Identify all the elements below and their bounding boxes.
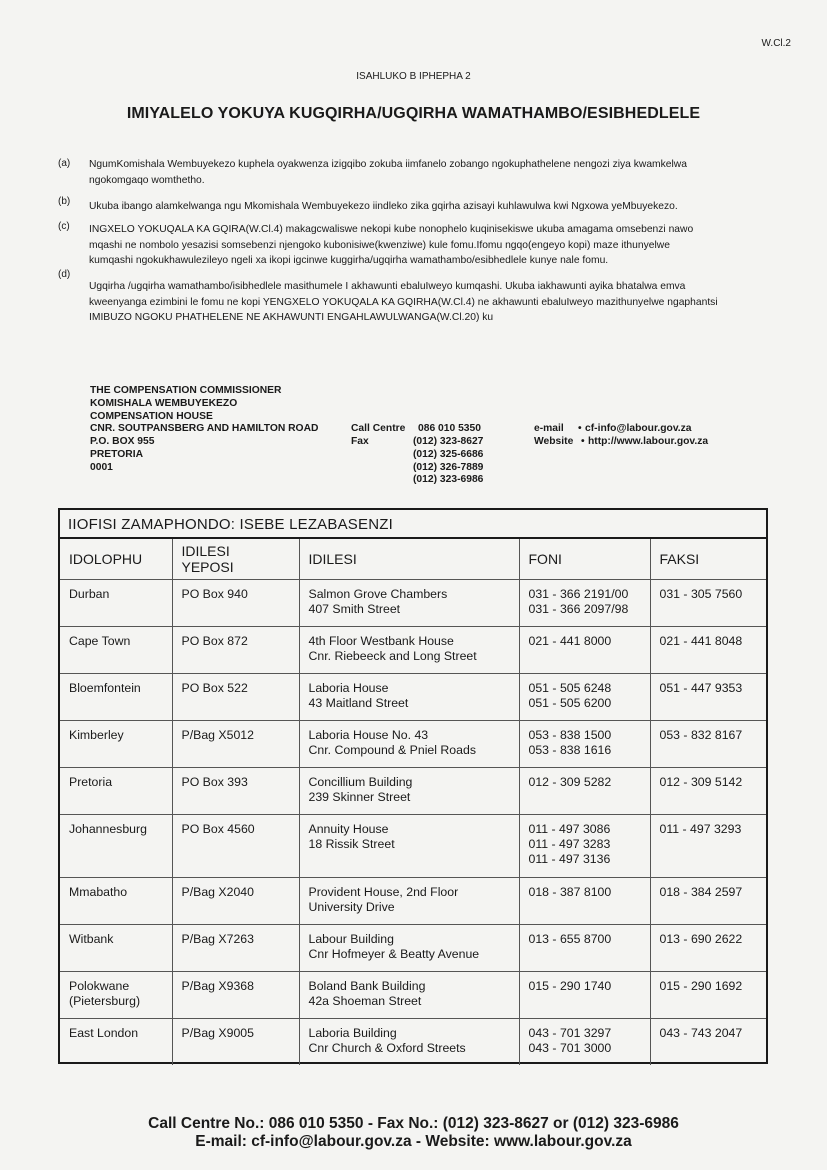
column-header-address: IDILESI bbox=[299, 538, 519, 580]
note-b-text: Ukuba ibango alamkelwanga ngu Mkomishala Wembuyekezo iindleko zika gqirha azisayi kuhlawulwa kwi Ngxowa yeMbuyekezo. bbox=[89, 201, 678, 212]
postal-cell: P/Bag X9005 bbox=[172, 1019, 299, 1066]
form-code: W.Cl.2 bbox=[761, 38, 791, 49]
address-cell: Labour Building Cnr Hofmeyer & Beatty Avenue bbox=[299, 925, 519, 972]
column-header-town: IDOLOPHU bbox=[60, 538, 172, 580]
phone-cell: 018 - 387 8100 bbox=[519, 878, 650, 925]
bullet-icon: • bbox=[581, 436, 585, 447]
table-row bbox=[60, 674, 766, 721]
fax-numbers: (012) 323-8627 (012) 325-6686 (012) 326-7889 (012) 323-6986 bbox=[413, 436, 484, 486]
table-row bbox=[60, 878, 766, 925]
website-link[interactable]: http://www.labour.gov.za bbox=[588, 436, 709, 447]
address-cell: Concillium Building 239 Skinner Street bbox=[299, 768, 519, 815]
call-centre-number: 086 010 5350 bbox=[418, 423, 481, 434]
phone-cell: 031 - 366 2191/00 031 - 366 2097/98 bbox=[519, 580, 650, 627]
town-cell: Bloemfontein bbox=[60, 674, 172, 721]
postal-cell: PO Box 872 bbox=[172, 627, 299, 674]
call-centre-label: Call Centre bbox=[351, 423, 406, 434]
postal-cell: P/Bag X2040 bbox=[172, 878, 299, 925]
note-d-letter: (d) bbox=[58, 269, 71, 280]
address-cell: Laboria Building Cnr Church & Oxford Streets bbox=[299, 1019, 519, 1066]
postal-cell: PO Box 4560 bbox=[172, 815, 299, 878]
fax-cell: 013 - 690 2622 bbox=[650, 925, 766, 972]
postal-cell: PO Box 940 bbox=[172, 580, 299, 627]
table-row bbox=[60, 1019, 766, 1066]
fax-cell: 011 - 497 3293 bbox=[650, 815, 766, 878]
table-row bbox=[60, 925, 766, 972]
fax-cell: 051 - 447 9353 bbox=[650, 674, 766, 721]
phone-cell: 012 - 309 5282 bbox=[519, 768, 650, 815]
address-cell: Provident House, 2nd Floor University Drive bbox=[299, 878, 519, 925]
phone-cell: 011 - 497 3086 011 - 497 3283 011 - 497 3136 bbox=[519, 815, 650, 878]
table-row bbox=[60, 972, 766, 1019]
fax-cell: 021 - 441 8048 bbox=[650, 627, 766, 674]
email-link[interactable]: cf-info@labour.gov.za bbox=[585, 423, 692, 434]
postal-cell: PO Box 393 bbox=[172, 768, 299, 815]
footer-contact bbox=[0, 1115, 827, 1151]
footer-line-web: E-mail: cf-info@labour.gov.za - Website: www.labour.gov.za bbox=[195, 1133, 632, 1150]
table-row bbox=[60, 627, 766, 674]
note-a-text: NgumKomishala Wembuyekezo kuphela oyakwenza izigqibo zokuba iimfanelo zobango ngokuphathelene nengozi ziya kwamkelwa ngokomgaqo womthetho. bbox=[89, 159, 687, 186]
fax-cell: 015 - 290 1692 bbox=[650, 972, 766, 1019]
town-cell: Polokwane (Pietersburg) bbox=[60, 972, 172, 1019]
town-cell: Johannesburg bbox=[60, 815, 172, 878]
phone-cell: 015 - 290 1740 bbox=[519, 972, 650, 1019]
page-title: IMIYALELO YOKUYA KUGQIRHA/UGQIRHA WAMATHAMBO/ESIBHEDLELE bbox=[126, 105, 701, 122]
fax-label: Fax bbox=[351, 435, 369, 447]
table-row bbox=[60, 768, 766, 815]
town-cell: Durban bbox=[60, 580, 172, 627]
town-cell: Pretoria bbox=[60, 768, 172, 815]
note-c-text: INGXELO YOKUQALA KA GQIRA(W.Cl.4) makagcwaliswe nekopi kube nonophelo kuqinisekiswe ukuba amagama omsebenzi nawo mqashi ne nombolo yesazisi somsebenzi njengoko kubonisiwe(kwenziwe) kule fomu.Ifomu ngqo(engeyo kopi) maze ithunyelwe kumqashi ngokukhawulezileyo ngeli xa ikopi igcinwe kuggirha/ugqirha wamathambo/esibhedlele kunye nale fomu. bbox=[89, 224, 694, 266]
phone-cell: 013 - 655 8700 bbox=[519, 925, 650, 972]
note-a-letter: (a) bbox=[58, 158, 71, 169]
address-cell: Laboria House 43 Maitland Street bbox=[299, 674, 519, 721]
address-cell: Boland Bank Building 42a Shoeman Street bbox=[299, 972, 519, 1019]
address-cell: 4th Floor Westbank House Cnr. Riebeeck and Long Street bbox=[299, 627, 519, 674]
column-header-fax: FAKSI bbox=[650, 538, 766, 580]
postal-cell: PO Box 522 bbox=[172, 674, 299, 721]
postal-address: THE COMPENSATION COMMISSIONER KOMISHALA WEMBUYEKEZO COMPENSATION HOUSE CNR. SOUTPANSBERG AND HAMILTON ROAD P.O. BOX 955 PRETORIA 0001 bbox=[90, 385, 319, 473]
postal-cell: P/Bag X7263 bbox=[172, 925, 299, 972]
table-title: IIOFISI ZAMAPHONDO: ISEBE LEZABASENZI bbox=[60, 510, 766, 538]
address-cell: Laboria House No. 43 Cnr. Compound & Pniel Roads bbox=[299, 721, 519, 768]
phone-cell: 021 - 441 8000 bbox=[519, 627, 650, 674]
fax-cell: 031 - 305 7560 bbox=[650, 580, 766, 627]
note-d-text: Ugqirha /ugqirha wamathambo/isibhedlele masithumele I akhawunti ebaluIweyo kumqashi. Ukuba iakhawunti ayika bhatalwa emva kweenyanga ezimbini le fomu ne kopi YENGXELO YOKUQALA KA GQIRHA(W.Cl.4) ne akhawunti ebaluIweyo mazithunyelwe ngaphantsi IMIBUZO NGOKU PHATHELENE NE AKHAWUNTI ENGAHLAWULWANGA(W.Cl.20) ku bbox=[89, 281, 718, 323]
fax-cell: 012 - 309 5142 bbox=[650, 768, 766, 815]
email-label: e-mail bbox=[534, 423, 564, 434]
fax-cell: 043 - 743 2047 bbox=[650, 1019, 766, 1066]
table-row bbox=[60, 580, 766, 627]
column-header-phone: FONI bbox=[519, 538, 650, 580]
town-cell: Mmabatho bbox=[60, 878, 172, 925]
town-cell: Witbank bbox=[60, 925, 172, 972]
contact-labels bbox=[351, 423, 405, 449]
town-cell: Kimberley bbox=[60, 721, 172, 768]
bullet-icon: • bbox=[578, 423, 582, 434]
phone-cell: 043 - 701 3297 043 - 701 3000 bbox=[519, 1019, 650, 1066]
section-label: ISAHLUKO B IPHEPHA 2 bbox=[356, 71, 471, 82]
note-b-letter: (b) bbox=[58, 196, 71, 207]
address-cell: Salmon Grove Chambers 407 Smith Street bbox=[299, 580, 519, 627]
phone-cell: 051 - 505 6248 051 - 505 6200 bbox=[519, 674, 650, 721]
address-cell: Annuity House 18 Rissik Street bbox=[299, 815, 519, 878]
postal-cell: P/Bag X9368 bbox=[172, 972, 299, 1019]
website-label: Website bbox=[534, 436, 574, 447]
regional-offices-table bbox=[58, 508, 768, 1064]
fax-cell: 053 - 832 8167 bbox=[650, 721, 766, 768]
postal-cell: P/Bag X5012 bbox=[172, 721, 299, 768]
table-row bbox=[60, 721, 766, 768]
phone-cell: 053 - 838 1500 053 - 838 1616 bbox=[519, 721, 650, 768]
table-row bbox=[60, 815, 766, 878]
town-cell: Cape Town bbox=[60, 627, 172, 674]
note-c-letter: (c) bbox=[58, 221, 70, 232]
town-cell: East London bbox=[60, 1019, 172, 1066]
footer-line-phone: Call Centre No.: 086 010 5350 - Fax No.: (012) 323-8627 or (012) 323-6986 bbox=[148, 1115, 679, 1132]
fax-cell: 018 - 384 2597 bbox=[650, 878, 766, 925]
column-header-postal: IDILESI YEPOSI bbox=[172, 538, 299, 580]
